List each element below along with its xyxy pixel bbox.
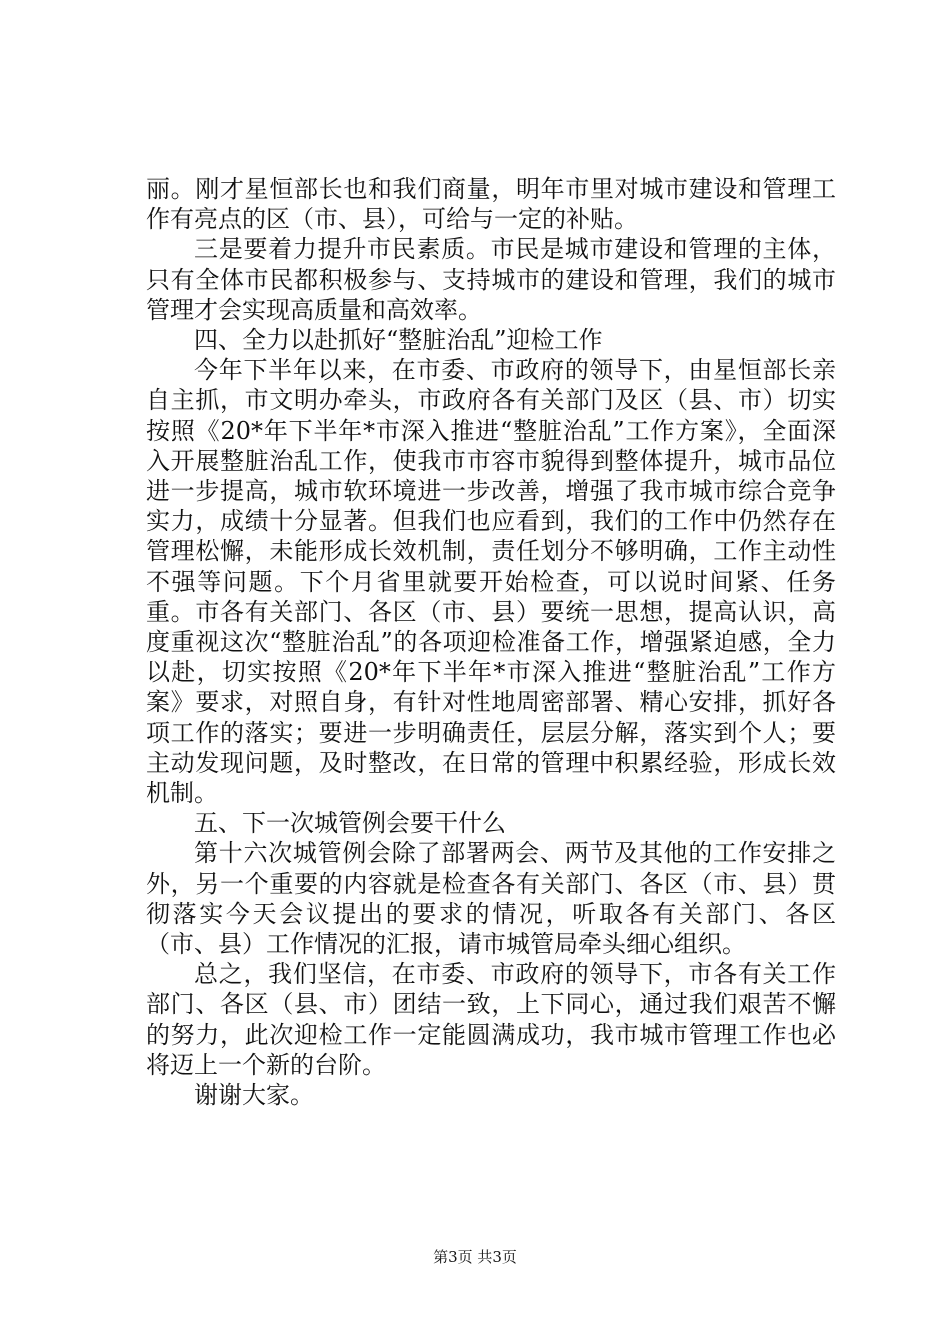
document-body bbox=[146, 174, 836, 1110]
page-footer: 第3页 共3页 bbox=[433, 1248, 517, 1266]
paragraph-continuation: 丽。刚才星恒部长也和我们商量，明年市里对城市建设和管理工作有亮点的区（市、县），可给与一定的补贴。 bbox=[146, 175, 836, 234]
paragraph-inspection-work: 今年下半年以来，在市委、市政府的领导下，由星恒部长亲自主抓，市文明办牵头，市政府各有关部门及区（县、市）切实按照《20*年下半年*市深入推进“整脏治乱”工作方案》，全面深入开展整脏治乱工作，使我市市容市貌得到整体提升，城市品位进一步提高，城市软环境进一步改善，增强了我市城市综合竞争实力，成绩十分显著。但我们也应看到，我们的工作中仍然存在管理松懈，未能形成长效机制，责任划分不够明确，工作主动性不强等问题。下个月省里就要开始检查，可以说时间紧、任务重。市各有关部门、各区（市、县）要统一思想，提高认识，高度重视这次“整脏治乱”的各项迎检准备工作，增强紧迫感，全力以赴，切实按照《20*年下半年*市深入推进“整脏治乱”工作方案》要求，对照自身，有针对性地周密部署、精心安排，抓好各项工作的落实；要进一步明确责任，层层分解，落实到个人；要主动发现问题，及时整改，在日常的管理中积累经验，形成长效机制。 bbox=[146, 356, 836, 808]
paragraph-next-meeting: 第十六次城管例会除了部署两会、两节及其他的工作安排之外，另一个重要的内容就是检查各有关部门、各区（市、县）贯彻落实今天会议提出的要求的情况，听取各有关部门、各区（市、县）工作情况的汇报，请市城管局牵头细心组织。 bbox=[146, 839, 836, 959]
paragraph-citizen-quality: 三是要着力提升市民素质。市民是城市建设和管理的主体，只有全体市民都积极参与、支持城市的建设和管理，我们的城市管理才会实现高质量和高效率。 bbox=[146, 235, 836, 324]
section-heading-five: 五、下一次城管例会要干什么 bbox=[194, 809, 506, 838]
section-heading-four: 四、全力以赴抓好“整脏治乱”迎检工作 bbox=[194, 326, 603, 355]
paragraph-conclusion: 总之，我们坚信，在市委、市政府的领导下，市各有关工作部门、各区（县、市）团结一致，上下同心，通过我们艰苦不懈的努力，此次迎检工作一定能圆满成功，我市城市管理工作也必将迈上一个新的台阶。 bbox=[146, 960, 836, 1079]
paragraph-thanks: 谢谢大家。 bbox=[194, 1081, 314, 1110]
